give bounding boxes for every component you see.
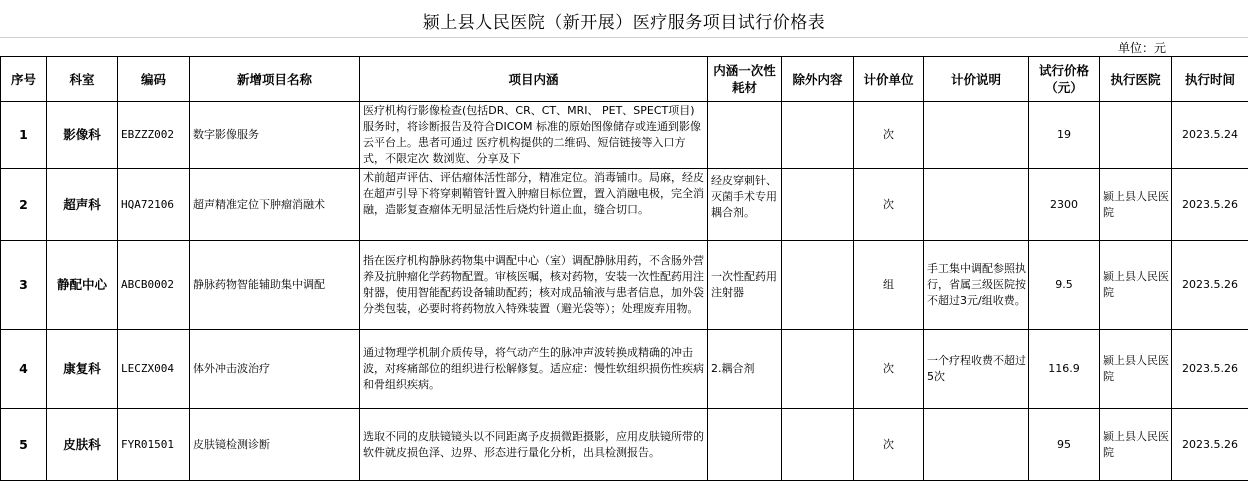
cell-name: 皮肤镜检测诊断 — [190, 409, 360, 481]
cell-unit: 组 — [854, 241, 924, 330]
unit-row — [0, 38, 1248, 56]
cell-no: 2 — [1, 169, 47, 241]
cell-exclude — [782, 169, 854, 241]
cell-exclude — [782, 241, 854, 330]
header-row — [1, 57, 1248, 102]
cell-dept: 静配中心 — [47, 241, 118, 330]
cell-no: 5 — [1, 409, 47, 481]
cell-unit: 次 — [854, 409, 924, 481]
cell-dept: 影像科 — [47, 102, 118, 169]
cell-content — [360, 241, 708, 330]
cell-price: 116.9 — [1029, 330, 1100, 409]
cell-name: 静脉药物智能辅助集中调配 — [190, 241, 360, 330]
header-exclude: 除外内容 — [782, 57, 854, 102]
cell-exclude — [782, 102, 854, 169]
cell-content — [360, 102, 708, 169]
cell-no: 4 — [1, 330, 47, 409]
cell-exclude — [782, 409, 854, 481]
cell-name: 超声精准定位下肿瘤消融术 — [190, 169, 360, 241]
cell-note — [924, 409, 1029, 481]
header-name: 新增项目名称 — [190, 57, 360, 102]
table-row — [1, 409, 1248, 481]
cell-unit: 次 — [854, 330, 924, 409]
cell-date: 2023.5.26 — [1172, 241, 1248, 330]
cell-code: HQA72106 — [118, 169, 190, 241]
cell-price: 95 — [1029, 409, 1100, 481]
cell-consumable: 经皮穿刺针、灭菌手术专用耦合剂。 — [708, 169, 782, 241]
cell-name: 体外冲击波治疗 — [190, 330, 360, 409]
header-code: 编码 — [118, 57, 190, 102]
cell-no: 1 — [1, 102, 47, 169]
cell-hospital: 颍上县人民医院 — [1100, 241, 1172, 330]
cell-consumable — [708, 409, 782, 481]
cell-no: 3 — [1, 241, 47, 330]
cell-date: 2023.5.26 — [1172, 330, 1248, 409]
cell-dept: 皮肤科 — [47, 409, 118, 481]
price-table — [0, 56, 1248, 481]
cell-dept: 康复科 — [47, 330, 118, 409]
cell-unit: 次 — [854, 169, 924, 241]
cell-hospital: 颍上县人民医院 — [1100, 169, 1172, 241]
page-title: 颍上县人民医院（新开展）医疗服务项目试行价格表 — [422, 13, 826, 33]
header-unit: 计价单位 — [854, 57, 924, 102]
header-consumable: 内涵一次性耗材 — [708, 57, 782, 102]
cell-note: 一个疗程收费不超过5次 — [924, 330, 1029, 409]
header-no: 序号 — [1, 57, 47, 102]
table-row — [1, 169, 1248, 241]
cell-name: 数字影像服务 — [190, 102, 360, 169]
cell-content-text: 术前超声评估、评估瘤体活性部分，精准定位。消毒铺巾。局麻，经皮在超声引导下将穿刺鞘管针置入肿瘤目标位置，置入消融电极，完全消融，造影复查瘤体无明显活性后烧灼针道止血，缝合切口。 — [363, 171, 704, 216]
cell-content-text: 通过物理学机制介质传导，将气动产生的脉冲声波转换成精确的冲击波，对疼痛部位的组织进行松解修复。适应症：慢性软组织损伤性疾病和骨组织疾病。 — [363, 346, 704, 391]
cell-date: 2023.5.26 — [1172, 169, 1248, 241]
cell-code: LECZX004 — [118, 330, 190, 409]
cell-price: 2300 — [1029, 169, 1100, 241]
cell-price: 19 — [1029, 102, 1100, 169]
header-content: 项目内涵 — [360, 57, 708, 102]
table-row — [1, 241, 1248, 330]
header-note: 计价说明 — [924, 57, 1029, 102]
cell-hospital: 颍上县人民医院 — [1100, 409, 1172, 481]
cell-dept: 超声科 — [47, 169, 118, 241]
cell-date: 2023.5.24 — [1172, 102, 1248, 169]
cell-date: 2023.5.26 — [1172, 409, 1248, 481]
header-price: 试行价格（元） — [1029, 57, 1100, 102]
cell-consumable: 一次性配药用注射器 — [708, 241, 782, 330]
cell-note — [924, 102, 1029, 169]
cell-content — [360, 409, 708, 481]
cell-hospital: 颍上县人民医院 — [1100, 330, 1172, 409]
cell-exclude — [782, 330, 854, 409]
cell-consumable — [708, 102, 782, 169]
header-date: 执行时间 — [1172, 57, 1248, 102]
cell-content — [360, 330, 708, 409]
cell-code: EBZZZ002 — [118, 102, 190, 169]
cell-content-text: 选取不同的皮肤镜镜头以不同距离予皮损微距摄影，应用皮肤镜所带的软件就皮损色泽、边界、形态进行量化分析，出具检测报告。 — [363, 429, 704, 459]
cell-content-text: 指在医疗机构静脉药物集中调配中心（室）调配静脉用药，不含肠外营养及抗肿瘤化学药物配置。审核医嘱，核对药物，安装一次性配药用注射器，使用智能配药设备辅助配药；核对成品输液与患者信息，加外袋分类包装，必要时将药物放入特殊装置（避光袋等）；处理废弃用物。 — [363, 254, 704, 315]
cell-content — [360, 169, 708, 241]
cell-content-text: 医疗机构行影像检查(包括DR、CR、CT、MRI、 PET、SPECT项目)服务时，将诊断报告及符合DICOM 标准的原始图像储存或连通到影像云平台上。患者可通过 医疗机构提供的二维码、短信链接等入口方式，不限定次 数浏览、分享及下 — [363, 104, 702, 165]
cell-note — [924, 169, 1029, 241]
title-row — [0, 0, 1248, 38]
header-dept: 科室 — [47, 57, 118, 102]
cell-code: ABCB0002 — [118, 241, 190, 330]
header-hospital: 执行医院 — [1100, 57, 1172, 102]
unit-label: 单位：元 — [1117, 41, 1166, 55]
cell-consumable: 2.耦合剂 — [708, 330, 782, 409]
cell-price: 9.5 — [1029, 241, 1100, 330]
table-row — [1, 102, 1248, 169]
cell-unit: 次 — [854, 102, 924, 169]
table-row — [1, 330, 1248, 409]
cell-note: 手工集中调配参照执行，省属三级医院按不超过3元/组收费。 — [924, 241, 1029, 330]
cell-hospital — [1100, 102, 1172, 169]
cell-code: FYR01501 — [118, 409, 190, 481]
